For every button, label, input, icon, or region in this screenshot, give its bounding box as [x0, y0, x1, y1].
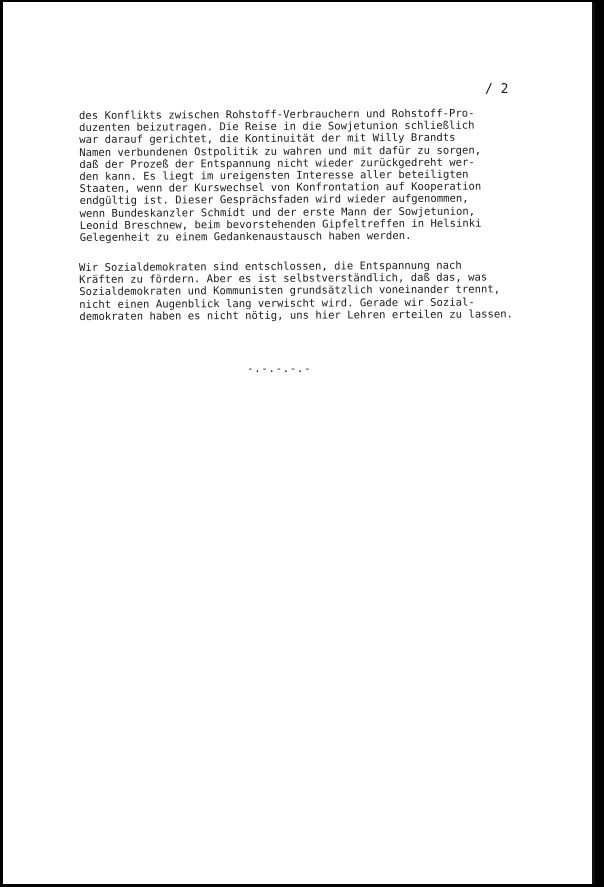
text-line: Wir Sozialdemokraten sind entschlossen, die Entspannung nach [79, 259, 462, 274]
end-separator: -.-.-.-.- [247, 362, 312, 375]
text-line: endgültig ist. Dieser Gesprächsfaden wird wieder aufgenommen, [79, 193, 469, 208]
page-number: / 2 [485, 82, 509, 97]
text-line: Staaten, wenn der Kurswechsel von Konfrontation auf Kooperation [79, 180, 482, 196]
paragraph-2 [79, 259, 579, 323]
text-line: Sozialdemokraten und Kommunisten grundsätzlich voneinander trennt, [79, 283, 501, 299]
text-line: des Konflikts zwischen Rohstoff-Verbrauchern und Rohstoff-Pro- [79, 107, 475, 122]
text-line: war darauf gerichtet, die Kontinuität der mit Willy Brandts [79, 132, 456, 147]
page-edge [592, 2, 595, 884]
text-line: demokraten haben es nicht nötig, uns hier Lehren erteilen zu lassen. [79, 308, 514, 323]
paragraph-1 [79, 107, 580, 244]
text-line: duzenten beizutragen. Die Reise in die Sowjetunion schließlich [79, 119, 475, 135]
text-line: daß der Prozeß der Entspannung nicht wieder zurückgedreht wer- [79, 156, 475, 171]
text-line: Gelegenheit zu einem Gedankenaustausch haben werden. [79, 230, 412, 245]
text-line: Kräften zu fördern. Aber es ist selbstverständlich, daß das, was [79, 271, 488, 287]
text-line: Leonid Breschnew, beim bevorstehenden Gipfeltreffen in Helsinki [79, 217, 482, 232]
text-line: den kann. Es liegt im ureigensten Interesse aller beteiligten [79, 168, 469, 184]
text-line: wenn Bundeskanzler Schmidt und der erste Mann der Sowjetunion, [79, 205, 476, 220]
text-line: nicht einen Augenblick lang verwischt wird. Gerade wir Sozial- [79, 296, 475, 311]
document-page [3, 2, 595, 884]
text-line: Namen verbundenen Ostpolitik zu wahren und mit dafür zu sorgen, [79, 144, 482, 159]
